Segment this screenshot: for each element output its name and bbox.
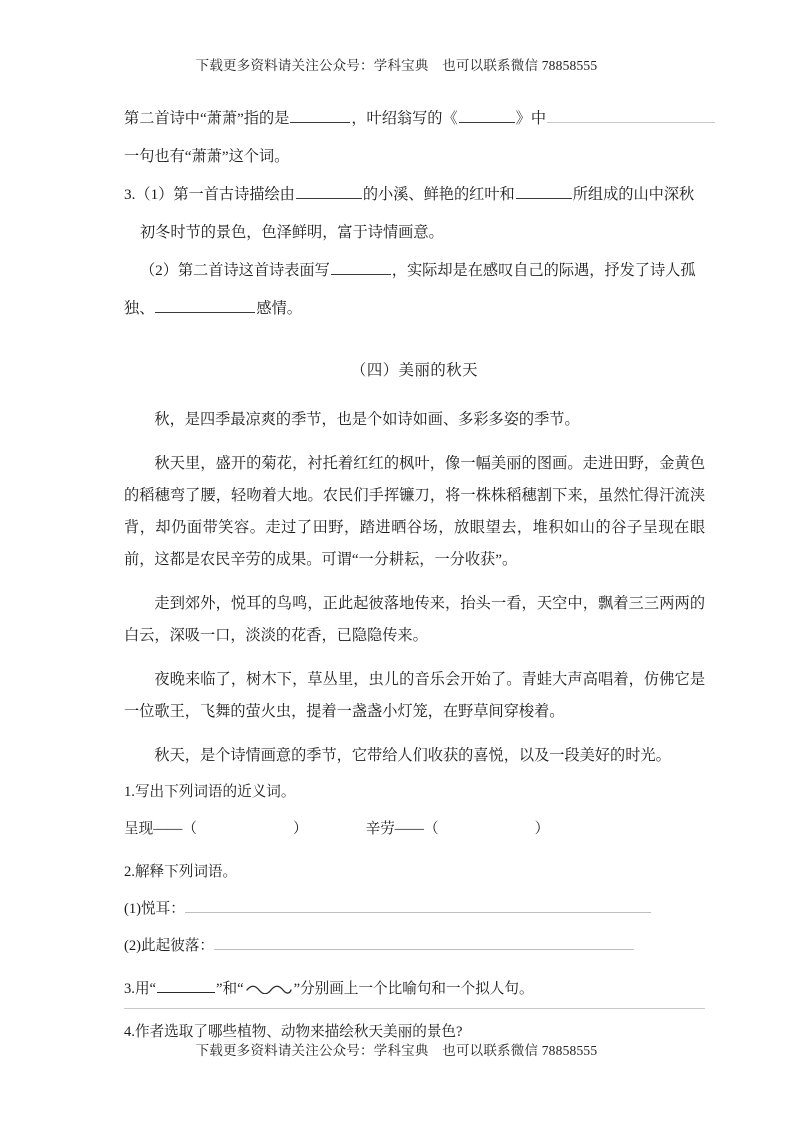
fill-blank[interactable]	[155, 298, 255, 313]
question-3-sub-1-text-a: 第一首古诗描绘由	[173, 186, 295, 203]
exercise-2-sub-2	[124, 928, 705, 965]
question-3-sub-2-continued	[124, 290, 705, 328]
fill-blank[interactable]	[547, 108, 715, 123]
exercise-4-prompt: 4.作者选取了哪些植物、动物来描绘秋天美丽的景色?	[124, 1024, 463, 1040]
question-3-number: 3.	[124, 186, 136, 203]
passage-paragraph-5: 秋天，是个诗情画意的季节，它带给人们收获的喜悦，以及一段美好的时光。	[154, 747, 671, 764]
exercise-3-text-c: ”分别画上一个比喻句和一个拟人句。	[293, 981, 534, 997]
question-3-sub-1-label: （1）	[135, 186, 174, 203]
exercise-3-text-a: 3.用“	[124, 981, 157, 997]
fill-blank[interactable]	[296, 184, 362, 199]
document-body	[124, 100, 705, 1051]
question-3-sub-2-cont-b: 感情。	[256, 300, 302, 317]
passage-paragraph-2: 秋天里，盛开的菊花，衬托着红红的枫叶，像一幅美丽的图画。走进田野，金黄色的稻穗弯了腰，轻吻着大地。农民们手挥镰刀，将一株株稻穗割下来，虽然忙得汗流浃背，却仍面带笑容。走过了田野，踏进晒谷场，放眼望去，堆积如山的谷子呈现在眼前，这都是农民辛劳的成果。可谓“一分耕耘，一分收获”。	[124, 455, 705, 568]
exercise-1-answer-row	[124, 811, 705, 848]
exercise-3-prompt	[124, 971, 705, 1008]
running-footer: 下载更多资料请关注公众号：学科宝典 也可以联系微信 78858555	[195, 1043, 598, 1058]
carryover-line-1	[124, 100, 705, 138]
answer-rule[interactable]	[214, 935, 634, 950]
question-3-sub-2	[124, 252, 705, 290]
question-3-sub-2-label: （2）	[139, 262, 178, 279]
underline-mark-icon	[157, 983, 215, 993]
wavy-line-mark-icon	[246, 984, 292, 994]
question-3-sub-1-text-c: 所组成的山中深秋	[572, 186, 695, 203]
question-3-sub-1-continued: 初冬时节的景色，色泽鲜明，富于诗情画意。	[139, 224, 444, 241]
fill-blank[interactable]	[516, 184, 572, 199]
exercise-2-sub-1	[124, 891, 705, 928]
question-3-sub-2-cont-a: 独、	[124, 300, 155, 317]
passage-paragraph-3: 走到郊外，悦耳的鸟鸣，正此起彼落地传来，抬头一看，天空中，飘着三三两两的白云，深吸一口，淡淡的花香，已隐隐传来。	[124, 595, 705, 644]
exercise-2-sub-1-label: (1)悦耳：	[124, 901, 185, 917]
question-3-sub-1-text-b: 的小溪、鲜艳的红叶和	[362, 186, 515, 203]
exercise-3-text-b: ”和“	[216, 981, 244, 997]
exercise-1-pair-1-close: ）	[292, 821, 308, 837]
passage-paragraph-4: 夜晚来临了，树木下，草丛里，虫儿的音乐会开始了。青蛙大声高唱着，仿佛它是一位歌王，飞舞的萤火虫，提着一盏盏小灯笼，在野草间穿梭着。	[124, 671, 705, 720]
exercise-1-prompt: 1.写出下列词语的近义词。	[124, 784, 296, 800]
fill-blank[interactable]	[459, 108, 515, 123]
exercise-2-prompt: 2.解释下列词语。	[124, 864, 238, 880]
carryover-line-2: 一句也有“萧萧”这个词。	[124, 148, 290, 165]
fill-blank[interactable]	[331, 260, 391, 275]
carryover-text-c: 》中	[515, 110, 547, 127]
footer-divider	[124, 1008, 705, 1009]
fill-blank[interactable]	[290, 108, 350, 123]
exercise-1-pair-2-word: 辛劳——（	[365, 821, 439, 837]
exercise-1-pair-2-close: ）	[534, 821, 550, 837]
running-header: 下载更多资料请关注公众号：学科宝典 也可以联系微信 78858555	[195, 58, 598, 73]
carryover-text-b: ，叶绍翁写的《	[351, 110, 458, 127]
question-3-sub-1	[124, 176, 705, 214]
answer-rule[interactable]	[185, 898, 651, 913]
exercise-1-pair-1-word: 呈现——（	[124, 821, 197, 837]
passage-title: （四）美丽的秋天	[350, 362, 479, 379]
carryover-text-a: 第二首诗中“萧萧”指的是	[124, 110, 290, 127]
passage-paragraph-1: 秋，是四季最凉爽的季节，也是个如诗如画、多彩多姿的季节。	[154, 411, 580, 428]
exercise-2-sub-2-label: (2)此起彼落：	[124, 938, 214, 954]
question-3-sub-2-text-b: ，实际却是在感叹自己的际遇，抒发了诗人孤	[391, 262, 696, 279]
question-3-sub-2-text-a: 第二首诗这首诗表面写	[177, 262, 330, 279]
